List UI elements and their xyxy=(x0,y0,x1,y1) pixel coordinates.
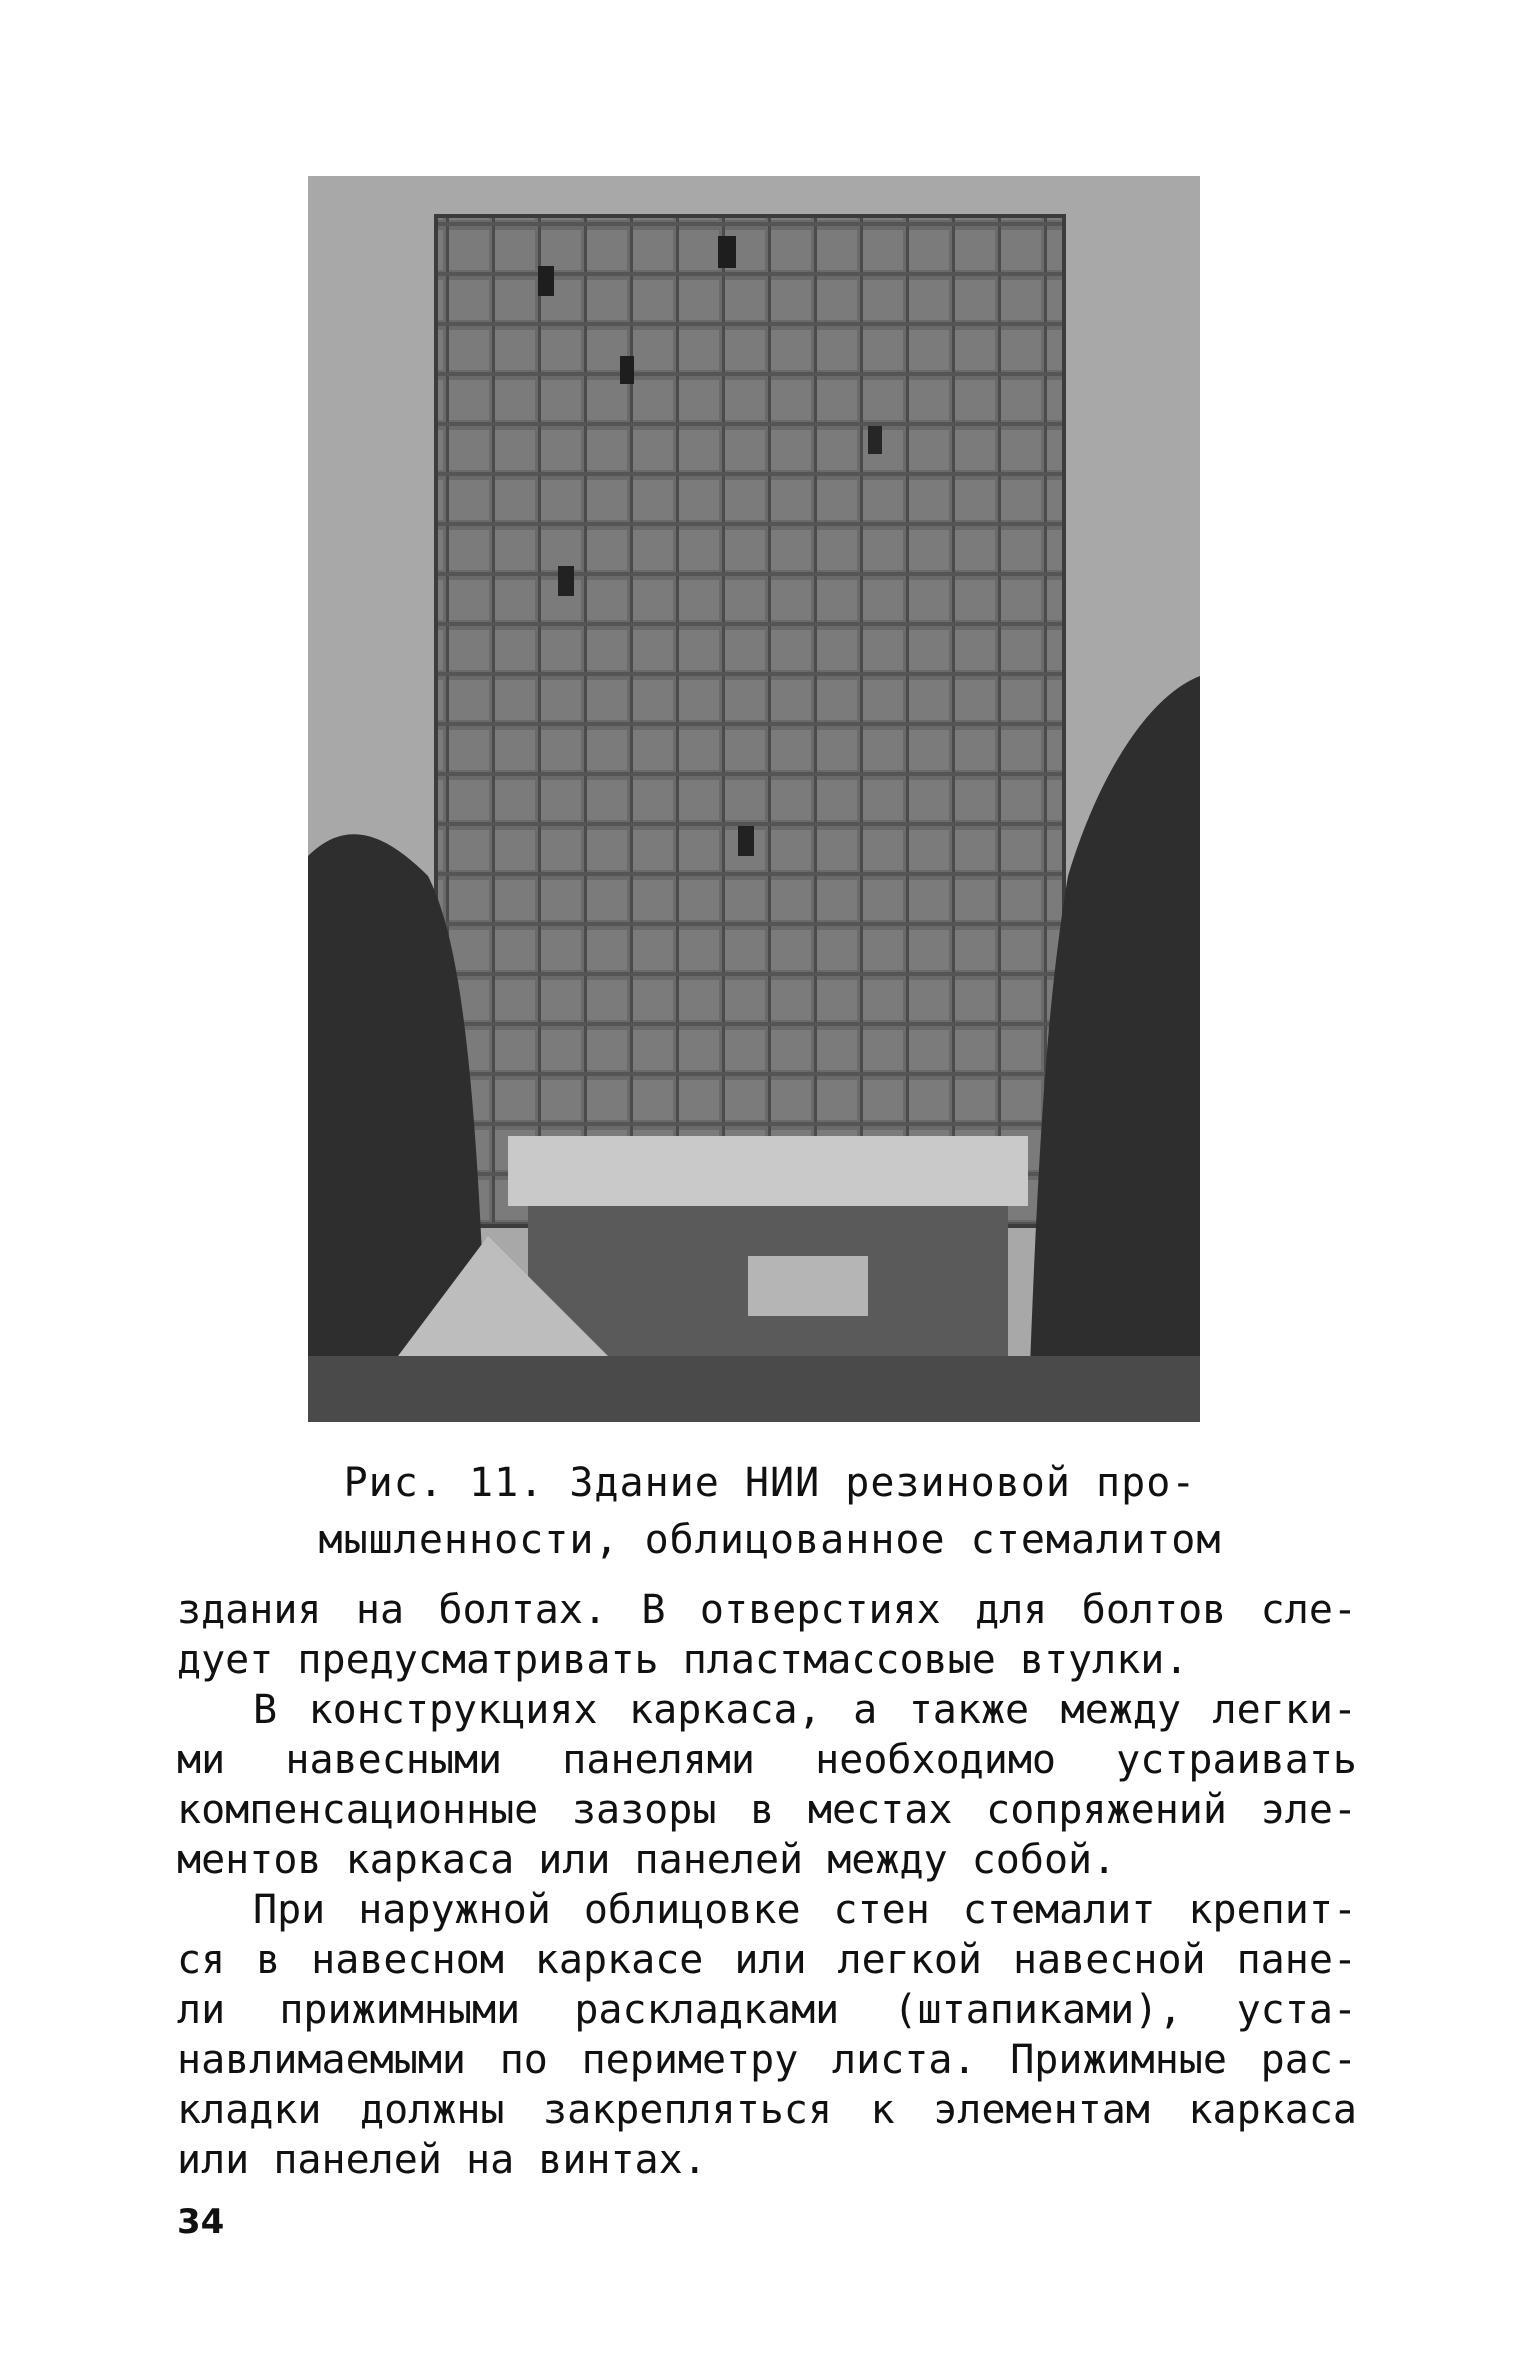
text-line: ся в навесном каркасе или легкой навесной пане- xyxy=(177,1937,1357,1983)
text-line: или панелей на винтах. xyxy=(177,2137,707,2183)
entrance-canopy xyxy=(508,1136,1028,1206)
caption-line: мышленности, облицованное стемалитом xyxy=(318,1517,1222,1563)
text-line: ми навесными панелями необходимо устраивать xyxy=(177,1737,1357,1783)
caption-line: Рис. 11. Здание НИИ резиновой про- xyxy=(343,1460,1197,1506)
building-photo-image xyxy=(308,176,1200,1422)
text-line: здания на болтах. В отверстиях для болтов сле- xyxy=(177,1587,1357,1633)
text-line: В конструкциях каркаса, а также между легки- xyxy=(253,1687,1357,1733)
figure-caption xyxy=(230,1455,1310,1569)
text-line: ли прижимными раскладками (штапиками), уста- xyxy=(177,1987,1357,2033)
ground xyxy=(308,1356,1200,1422)
page-number: 34 xyxy=(177,2202,225,2242)
tower-facade xyxy=(436,216,1064,1226)
body-text xyxy=(177,1585,1357,2185)
text-line: кладки должны закрепляться к элементам каркаса xyxy=(177,2087,1357,2133)
text-line: навлимаемыми по периметру листа. Прижимные рас- xyxy=(177,2037,1357,2083)
text-line: ментов каркаса или панелей между собой. xyxy=(177,1837,1117,1883)
text-line: При наружной облицовке стен стемалит крепит- xyxy=(253,1887,1357,1933)
building-photo xyxy=(308,176,1200,1422)
text-line: дует предусматривать пластмассовые втулки. xyxy=(177,1637,1189,1683)
text-line: компенсационные зазоры в местах сопряжений эле- xyxy=(177,1787,1357,1833)
